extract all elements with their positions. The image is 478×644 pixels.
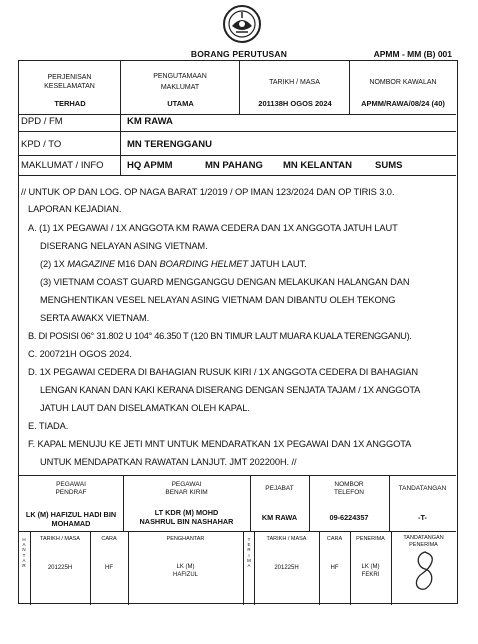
body-line-11: D. 1X PEGAWAI CEDERA DI BAHAGIAN RUSUK KIRI / 1X ANGGOTA CEDERA DI BAHAGIAN xyxy=(28,367,418,377)
receive-method-label: CARA xyxy=(326,536,343,542)
control-number-value: APMM/RAWA/08/24 (40) xyxy=(361,99,445,108)
office-value: KM RAWA xyxy=(261,513,298,522)
info-label: MAKLUMAT / INFO xyxy=(21,160,104,171)
receiver-value: LK (M) FEKRI xyxy=(361,564,380,578)
receive-datetime-label: TARIKH / MASA xyxy=(266,536,307,542)
send-method-label: CARA xyxy=(101,536,117,542)
signature-value: -T- xyxy=(418,513,427,522)
form-title: BORANG PERUTUSAN xyxy=(190,49,288,59)
releasing-officer-value: LT KDR (M) MOHD NASHRUL BIN NASHAHAR xyxy=(139,508,234,526)
form-reference: APMM - MM (B) 001 xyxy=(373,49,452,59)
send-vertical-label: H A N T A R xyxy=(22,537,26,569)
body-line-14: E. TIADA. xyxy=(28,421,69,431)
body-line-13: JATUH LAUT DAN DISELAMATKAN OLEH KAPAL. xyxy=(40,403,250,413)
sender-value: LK (M) HAFIZUL xyxy=(172,564,198,578)
body-line-9: B. DI POSISI 06° 31.802 U 104° 46.350 T (120 BN TIMUR LAUT MUARA KUALA TERENGGANU). xyxy=(28,331,412,341)
body-line-8: SERTA AWAKX VIETNAM. xyxy=(40,313,150,323)
phone-value: 09-6224357 xyxy=(329,513,369,522)
send-method-value: HF xyxy=(105,565,113,571)
priority-value: UTAMA xyxy=(167,99,194,108)
receiver-signature-icon xyxy=(407,549,443,593)
receive-vertical-label: T E R I M A xyxy=(247,537,251,569)
receiver-signature-label: TANDATANGAN PENERIMA xyxy=(403,535,444,548)
releasing-officer-label: PEGAWAI BENAR KIRIM xyxy=(165,481,208,496)
info-value-1: HQ APMM xyxy=(127,160,173,171)
body-line-16: UNTUK MENDAPATKAN RAWATAN LANJUT. JMT 202200H. // xyxy=(40,457,297,467)
from-label: DPD / FM xyxy=(21,116,63,127)
to-value: MN TERENGGANU xyxy=(127,139,212,150)
message-form xyxy=(18,60,458,604)
info-value-4: SUMS xyxy=(375,160,403,171)
to-label: KPD / TO xyxy=(21,139,62,150)
receiver-label: PENERIMA xyxy=(356,536,385,542)
drafting-officer-value: LK (M) HAFIZUL HADI BIN MOHAMAD xyxy=(25,510,117,528)
body-line-5: (2) 1X MAGAZINE M16 DAN BOARDING HELMET JATUH LAUT. xyxy=(40,259,307,269)
sender-label: PENGHANTAR xyxy=(166,536,205,542)
body-line-1: // UNTUK OP DAN LOG. OP NAGA BARAT 1/2019 / OP IMAN 123/2024 DAN OP TIRIS 3.0. xyxy=(21,187,395,197)
receive-datetime-value: 201225H xyxy=(274,565,299,571)
control-number-label: NOMBOR KAWALAN xyxy=(369,79,437,86)
body-line-7: MENGHENTIKAN VESEL NELAYAN ASING VIETNAM DAN DIBANTU OLEH TEKONG xyxy=(40,295,396,305)
office-label: PEJABAT xyxy=(265,485,294,492)
security-value: TERHAD xyxy=(54,99,86,108)
body-line-10: C. 200721H OGOS 2024. xyxy=(28,349,132,359)
datetime-value: 201138H OGOS 2024 xyxy=(258,99,332,108)
phone-label: NOMBOR TELEFON xyxy=(334,481,364,496)
datetime-label: TARIKH / MASA xyxy=(269,79,320,86)
body-line-6: (3) VIETNAM COAST GUARD MENGGANGGU DENGAN MELAKUKAN HALANGAN DAN xyxy=(40,277,410,287)
send-datetime-label: TARIKH / MASA xyxy=(40,536,80,542)
drafting-officer-label: PEGAWAI PENDRAF xyxy=(55,481,87,496)
from-value: KM RAWA xyxy=(127,116,173,127)
body-line-3: A. (1) 1X PEGAWAI / 1X ANGGOTA KM RAWA CEDERA DAN 1X ANGGOTA JATUH LAUT xyxy=(28,223,398,233)
body-line-12: LENGAN KANAN DAN KAKI KERANA DISERANG DENGAN SENJATA TAJAM / 1X ANGGOTA xyxy=(40,385,421,395)
priority-label: PENGUTAMAAN MAKLUMAT xyxy=(153,73,207,91)
body-line-2: LAPORAN KEJADIAN. xyxy=(28,204,122,214)
security-label: PERJENISAN KESELAMATAN xyxy=(44,74,95,90)
signature-label: TANDATANGAN xyxy=(398,485,447,492)
body-line-4: DISERANG NELAYAN ASING VIETNAM. xyxy=(40,241,208,251)
agency-crest-icon xyxy=(222,4,262,44)
receive-method-value: HF xyxy=(330,565,339,571)
info-value-3: MN KELANTAN xyxy=(283,160,352,171)
body-line-15: F. KAPAL MENUJU KE JETI MNT UNTUK MENDARATKAN 1X PEGAWAI DAN 1X ANGGOTA xyxy=(28,439,412,449)
info-value-2: MN PAHANG xyxy=(205,160,263,171)
send-datetime-value: 201225H xyxy=(47,565,73,571)
